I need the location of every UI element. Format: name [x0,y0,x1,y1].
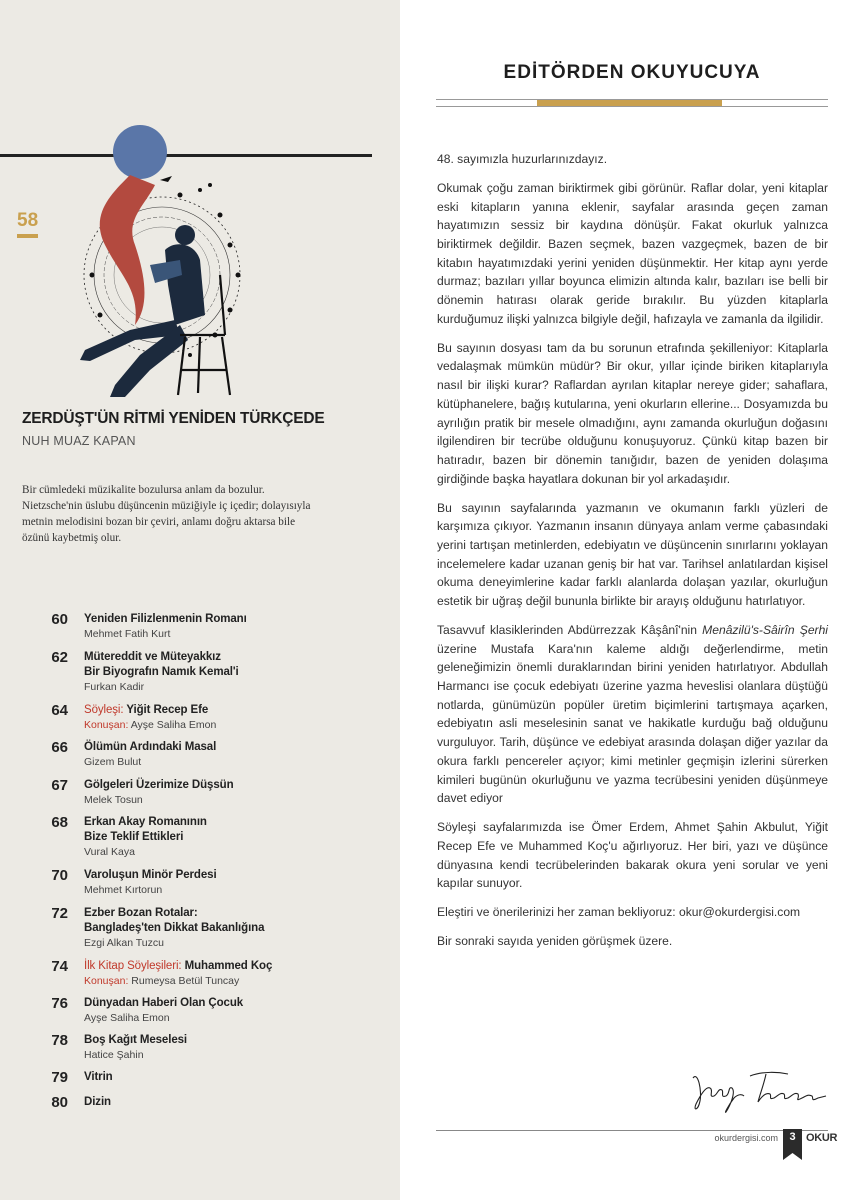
toc-author: Ezgi Alkan Tuzcu [84,937,164,949]
toc-title: Muhammed Koç [184,960,273,972]
toc-author: Furkan Kadir [84,681,145,693]
toc-page-number: 72 [51,905,68,922]
toc-title: Yiğit Recep Efe [126,704,209,716]
feature-description: Bir cümledeki müzikalite bozulursa anlam da bozulur. Nietzsche'nin üslubu düşüncenin müziğiyle iç içedir; dolayısıyla metnin melodisini bozan bir çeviri, anlamı doğru aktarsa bile özünü kaybetmiş olur. [22,484,311,544]
toc-author: Gizem Bulut [84,756,142,768]
toc-author: Vural Kaya [84,846,135,858]
feature-author: NUH MUAZ KAPAN [22,434,136,448]
toc-author: Ayşe Saliha Emon [130,719,217,731]
editorial-paragraph: Bir sonraki sayıda yeniden görüşmek üzere. [437,934,673,949]
toc-page-number: 74 [51,958,68,975]
toc-title: Bize Teklif Ettikleri [84,831,184,843]
footer-website[interactable]: okurdergisi.com [714,1133,778,1143]
toc-page-number: 60 [51,611,68,628]
toc-title: Erkan Akay Romanının [84,816,207,828]
editorial-paragraph: Bu sayının dosyası tam da bu sorunun etrafında şekilleniyor: Kitaplarla vedalaşmak mümkün müdür? Bir okur, yıllar içinde biriken kitaplarıyla nasıl bir ilişki kurar? Raflardan ayrılan kitaplar nereye gider; sahaflara, kütüphanelere, bağış kutularına, yeni okurların ellerine... Dosyamızda bu ayrılığın pratik bir mesele olmadığını, aynı zamanda okurluğun doğasını ilgilendiren bir tecrübe olduğunu konuşuyoruz. Çünkü kitap bazen bir hatıradır, bazen bir dönemin tanığıdır, bazen de yeniden dolaşıma girdiğinde başka hayatlara dokunan bir yol arkadaşıdır. [437,340,828,486]
toc-author: Hatice Şahin [84,1049,144,1061]
toc-title: Dizin [84,1096,111,1108]
toc-page-number: 79 [51,1069,68,1086]
book-title: Menâzilü's-Sâirîn Şerhi [702,622,828,637]
editor-signature [688,1066,828,1116]
footer-rule [436,1130,828,1131]
left-column [0,0,400,1200]
editorial-title: EDİTÖRDEN OKUYUCUYA [503,62,761,83]
footer-brand-logo: OKUR [806,1132,838,1144]
toc-prefix: Söyleşi: [84,704,124,716]
editorial-paragraph: Okumak çoğu zaman biriktirmek gibi görünür. Raflar dolar, yeni kitaplar eski kitapların yanına eklenir, sayfalar arasında geçen zaman hayatımızın sessiz bir kaydına dönüşür. Fakat okurluk yalnızca biriktirmek değildir. Bazen seçmek, bazen vazgeçmek, bazen de bir kitabın hayatımızdaki yerini yeniden düşünmektir. Her kitap aynı yerde durmaz; bazıları yıllar boyunca elimizin altında kalır, bazıları ise belli bir dönemin hatırası olarak geride bırakılır. Bu yüzden kitaplarla kurduğumuz ilişki yalnızca bilgiyle değil, hafızayla ve zamanla da ilgilidir. [437,180,828,326]
editorial-paragraph: Söyleşi sayfalarımızda ise Ömer Erdem, Ahmet Şahin Akbulut, Yiğit Recep Efe ve Muhammed Koç'u ağırlıyoruz. Her biri, yazı ve düşünce dünyasına kendi tecrübelerinden bakarak okura yeni sorular ve yeni kapılar sunuyor. [437,820,828,891]
toc-prefix: İlk Kitap Söyleşileri: [84,960,182,972]
toc-page-number: 64 [51,702,68,719]
toc-author-prefix: Konuşan: [84,975,129,987]
toc-page-number: 62 [51,649,68,666]
toc-title: Gölgeleri Üzerimize Düşsün [84,779,234,791]
feature-page-number: 58 [17,210,39,231]
toc-author: Ayşe Saliha Emon [84,1012,170,1024]
header-rule [436,106,828,107]
toc-title: Boş Kağıt Meselesi [84,1034,188,1046]
editorial-paragraph [437,621,828,808]
feature-title: ZERDÜŞT'ÜN RİTMİ YENİDEN TÜRKÇEDE [22,410,325,427]
toc-page-number: 76 [51,995,68,1012]
editorial-paragraph: Bu sayının sayfalarında yazmanın ve okumanın farklı yüzleri de karşımıza çıkıyor. Yazmanın insanın dünyaya anlam verme çabasındaki yerini tartışan metinlerden, edebiyatın ve düşüncenin sınırlarını yoklayan incelemelere kadar uzanan geniş bir hat var. Tarihsel anlatılardan kişisel okuma deneyimlerine kadar farklı alanlarda dolaşan yazılar, okurluğun estetik bir uğraş değil bununla birlikte bir arayış olduğunu hatırlatıyor. [437,500,828,609]
toc-page-number: 70 [51,867,68,884]
editorial-body [437,150,828,961]
toc-author: Rumeysa Betül Tuncay [131,975,240,987]
paragraph-text: üzerine Mustafa Kara'nın kaleme aldığı değerlendirme, metin geleneğimizin önemli duraklarından birini yeniden hatırlatıyor. Abdullah Harmancı ise çocuk edebiyatı üzerine yazma heveslisi olanlara düştüğü notlarda, günümüzün popüler üretim biçimlerini tartışmaya açarken, edebiyatın asli meselesinin sanat ve hakikatle kurduğu bağ olduğunu vurguluyor. Tarih, düşünce ve edebiyat arasında dolaşan diğer yazılar da okura farklı pencereler açıyor; kimi metinler geçmişin izlerini sürerken kimileri bugünün okurluğunu ve yazma tecrübesini yeniden düşünmeye davet ediyor [437,641,828,806]
toc-title: Ölümün Ardındaki Masal [84,741,217,753]
footer-page-number: 3 [789,1131,796,1143]
toc-title: Bangladeş'ten Dikkat Bakanlığına [84,922,265,934]
toc-title: Mütereddit ve Müteyakkız [84,651,221,663]
toc-title: Yeniden Filizlenmenin Romanı [84,613,247,625]
toc-title: Bir Biyografın Namık Kemal'i [84,666,239,678]
toc-title: Ezber Bozan Rotalar: [84,907,198,919]
toc-page-number: 78 [51,1032,68,1049]
toc-page-number: 68 [51,814,68,831]
toc-author: Mehmet Kırtorun [84,884,163,896]
editorial-paragraph: Eleştiri ve önerilerinizi her zaman bekliyoruz: okur@okurdergisi.com [437,905,801,920]
toc-author: Mehmet Fatih Kurt [84,628,171,640]
feature-illustration [70,125,250,410]
paragraph-text: Tasavvuf klasiklerinden Abdürrezzak Kâşânî'nin [437,622,703,637]
toc-title: Dünyadan Haberi Olan Çocuk [84,997,244,1009]
toc-page-number: 80 [51,1094,68,1111]
feature-page-number-underline [17,234,38,238]
toc-author-prefix: Konuşan: [84,719,129,731]
toc-page-number: 67 [51,777,68,794]
toc-title: Vitrin [84,1071,113,1083]
toc-title: Varoluşun Minör Perdesi [84,869,217,881]
toc-page-number: 66 [51,739,68,756]
toc-author: Melek Tosun [84,794,143,806]
editorial-paragraph: 48. sayımızla huzurlarınızdayız. [437,152,608,166]
